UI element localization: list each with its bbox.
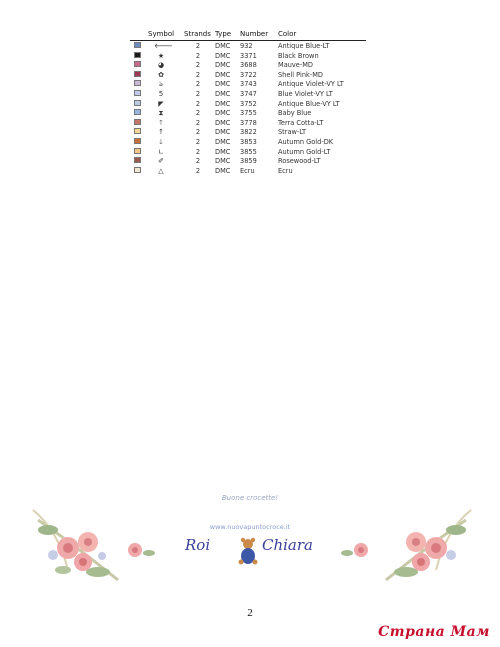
type-cell: DMC	[215, 109, 231, 118]
table-row	[130, 127, 366, 137]
number-cell: 3743	[240, 80, 257, 89]
table-row	[130, 89, 366, 99]
watermark: Страна Мам	[378, 624, 490, 640]
strands-cell: 2	[195, 157, 201, 166]
number-cell: 3688	[240, 61, 257, 70]
table-row	[130, 156, 366, 166]
table-row	[130, 166, 366, 176]
type-cell: DMC	[215, 137, 231, 146]
number-cell: 3822	[240, 128, 257, 137]
table-row	[130, 51, 366, 61]
color-swatch	[134, 52, 141, 58]
color-name-cell: Black Brown	[278, 51, 319, 60]
number-cell: 3755	[240, 109, 257, 118]
signature-right: Chiara	[262, 536, 313, 554]
color-swatch	[134, 42, 141, 48]
color-name-cell: Baby Blue	[278, 109, 312, 118]
type-cell: DMC	[215, 166, 231, 175]
greeting-text: Buone crocette!	[221, 494, 279, 502]
color-name-cell: Autumn Gold-LT	[278, 147, 331, 156]
color-swatch	[134, 157, 141, 163]
strands-cell: 2	[195, 80, 201, 89]
type-cell: DMC	[215, 61, 231, 70]
color-swatch	[134, 119, 141, 125]
header-number: Number	[240, 30, 269, 38]
color-name-cell: Blue Violet-VY LT	[278, 89, 333, 98]
color-swatch	[134, 109, 141, 115]
color-name-cell: Mauve-MD	[278, 61, 314, 70]
table-row	[130, 118, 366, 128]
key-rows	[130, 41, 366, 175]
rose-corner-left	[28, 500, 124, 588]
color-name-cell: Antique Violet-VY LT	[278, 80, 344, 89]
table-row	[130, 60, 366, 70]
color-name-cell: Ecru	[278, 166, 293, 175]
type-cell: DMC	[215, 157, 231, 166]
strands-cell: 2	[195, 61, 201, 70]
color-swatch	[134, 128, 141, 134]
strands-cell: 2	[195, 70, 201, 79]
strands-cell: 2	[195, 128, 201, 137]
type-cell: DMC	[215, 89, 231, 98]
stitch-symbol: ঌ	[158, 80, 164, 89]
strands-cell: 2	[195, 109, 201, 118]
website-url: www.nuovapuntocroce.it	[209, 523, 291, 531]
color-name-cell: Terra Cotta-LT	[278, 118, 324, 127]
color-swatch	[134, 80, 141, 86]
key-header-row	[130, 30, 366, 41]
number-cell: 3855	[240, 147, 257, 156]
rose-corner-right	[380, 500, 476, 588]
type-cell: DMC	[215, 147, 231, 156]
color-key-table	[130, 30, 366, 175]
table-row	[130, 41, 366, 51]
number-cell: 3778	[240, 118, 257, 127]
type-cell: DMC	[215, 51, 231, 60]
page-number: 2	[247, 607, 253, 619]
color-swatch	[134, 100, 141, 106]
table-row	[130, 108, 366, 118]
header-type: Type	[215, 30, 232, 38]
stitch-symbol: ★	[157, 51, 165, 60]
signature-left: Roi	[185, 536, 211, 554]
header-strands: Strands	[184, 30, 211, 38]
strands-cell: 2	[195, 118, 201, 127]
type-cell: DMC	[215, 42, 231, 50]
number-cell: 3859	[240, 157, 257, 166]
color-name-cell: Antique Blue-VY LT	[278, 99, 340, 108]
color-swatch	[134, 90, 141, 96]
color-name-cell: Autumn Gold-DK	[278, 137, 334, 146]
strands-cell: 2	[195, 42, 201, 50]
number-cell: 3371	[240, 51, 257, 60]
color-name-cell: Antique Blue-LT	[278, 42, 330, 50]
stitch-symbol: ✐	[158, 157, 164, 166]
flower-banner	[127, 535, 369, 565]
number-cell: 3747	[240, 89, 257, 98]
color-name-cell: Straw-LT	[278, 128, 307, 137]
stitch-symbol: △	[158, 166, 164, 175]
header-symbol: Symbol	[148, 30, 175, 38]
table-row	[130, 147, 366, 157]
number-cell: 3722	[240, 70, 257, 79]
color-swatch	[134, 148, 141, 154]
strands-cell: 2	[195, 166, 201, 175]
color-swatch	[134, 138, 141, 144]
number-cell: Ecru	[240, 166, 255, 175]
color-name-cell: Shell Pink-MD	[278, 70, 323, 79]
stitch-symbol: ∟	[158, 147, 164, 156]
type-cell: DMC	[215, 99, 231, 108]
strands-cell: 2	[195, 99, 201, 108]
color-swatch	[134, 167, 141, 173]
header-color: Color	[278, 30, 297, 38]
strands-cell: 2	[195, 51, 201, 60]
stitch-symbol: 🡓	[159, 137, 163, 146]
stitch-symbol: ✿	[158, 70, 164, 79]
type-cell: DMC	[215, 128, 231, 137]
stitch-symbol: ◕	[157, 61, 165, 70]
stitch-symbol: 5	[158, 89, 164, 98]
stitch-symbol: 🡐	[154, 42, 173, 50]
type-cell: DMC	[215, 118, 231, 127]
color-swatch	[134, 61, 141, 67]
stitch-symbol: 🡑	[159, 118, 163, 127]
number-cell: 932	[240, 42, 253, 50]
strands-cell: 2	[195, 147, 201, 156]
stitch-symbol: ⧗	[158, 109, 164, 118]
color-swatch	[134, 71, 141, 77]
number-cell: 3752	[240, 99, 257, 108]
number-cell: 3853	[240, 137, 257, 146]
type-cell: DMC	[215, 80, 231, 89]
strands-cell: 2	[195, 89, 201, 98]
type-cell: DMC	[215, 70, 231, 79]
stitch-symbol: ◤	[158, 99, 164, 108]
stitch-symbol: ↑	[158, 128, 164, 137]
table-row	[130, 79, 366, 89]
strands-cell: 2	[195, 137, 201, 146]
table-row	[130, 99, 366, 109]
table-row	[130, 137, 366, 147]
table-row	[130, 70, 366, 80]
color-name-cell: Rosewood-LT	[278, 157, 321, 166]
